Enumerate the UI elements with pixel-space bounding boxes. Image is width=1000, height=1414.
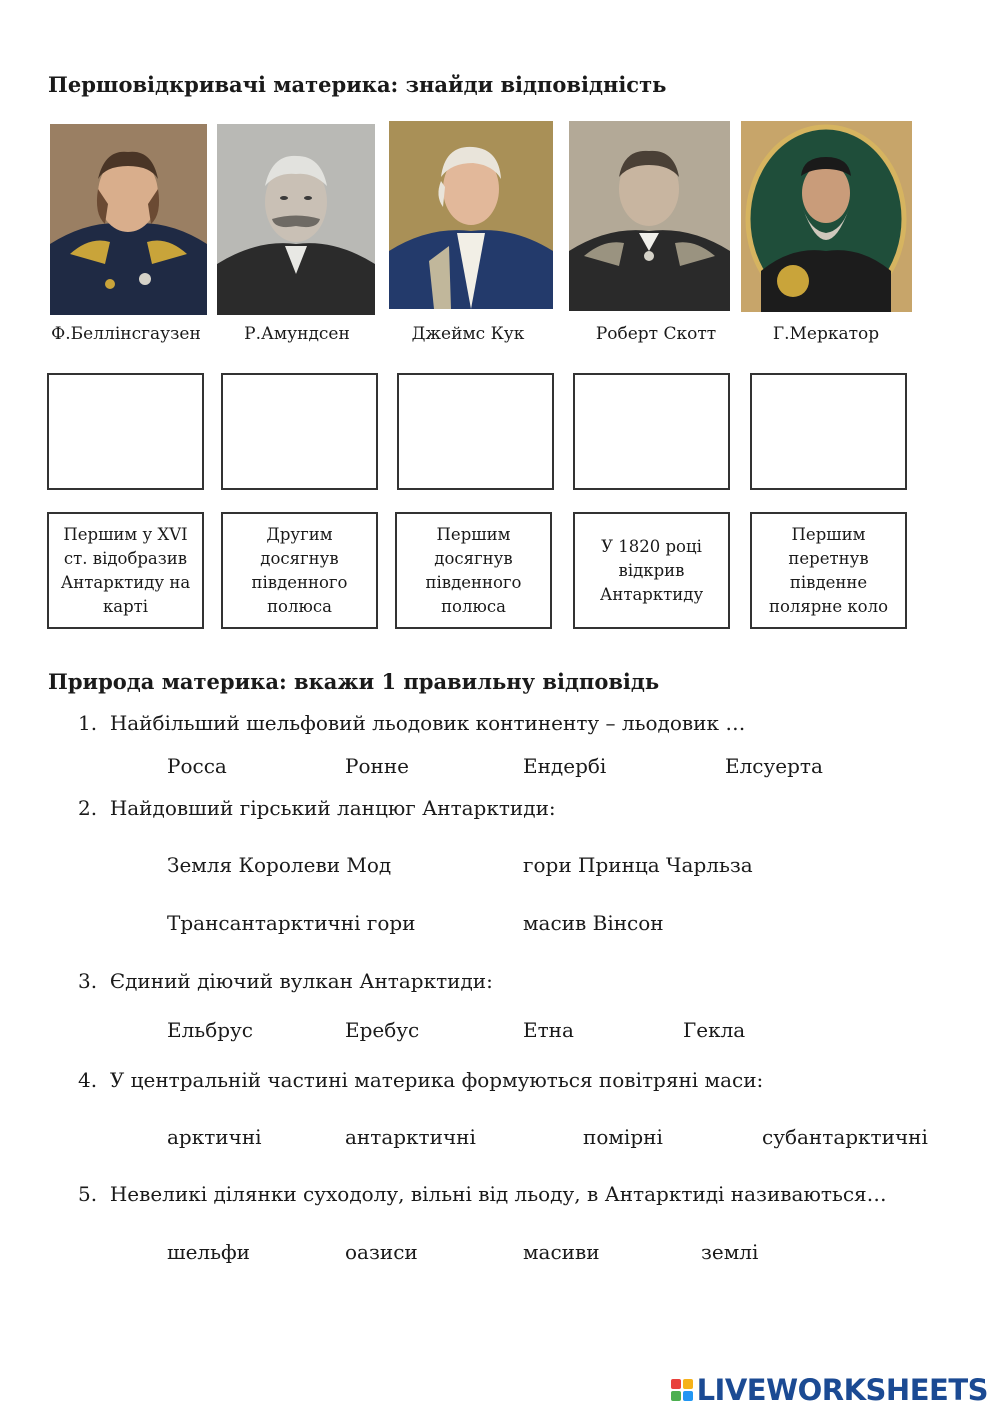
question-text: Найбільший шельфовий льодовик континенту – льодовик … xyxy=(109,711,746,735)
amundsen-portrait xyxy=(217,124,375,315)
question-5 xyxy=(78,1182,887,1206)
question-2 xyxy=(78,796,556,820)
q2-option-prince-charles-mountains[interactable]: гори Принца Чарльза xyxy=(523,853,753,877)
explorer-name-scott: Роберт Скотт xyxy=(595,324,717,344)
question-number: 1. xyxy=(78,711,98,735)
q3-option-hekla[interactable]: Гекла xyxy=(683,1018,746,1042)
explorer-name-amundsen: Р.Амундсен xyxy=(244,324,350,344)
q5-option-lands[interactable]: землі xyxy=(701,1240,759,1264)
explorer-name-mercator: Г.Меркатор xyxy=(772,324,880,344)
drop-box-amundsen[interactable] xyxy=(221,373,378,490)
q4-option-arctic[interactable]: арктичні xyxy=(167,1125,262,1149)
q4-option-temperate[interactable]: помірні xyxy=(583,1125,663,1149)
answer-card-text: Другим досягнув південного полюса xyxy=(251,524,348,616)
q1-option-enderby[interactable]: Ендербі xyxy=(523,754,607,778)
answer-card-text: Першим досягнув південного полюса xyxy=(425,524,522,616)
answer-card-text: У 1820 році відкрив Антарктиду xyxy=(599,536,704,604)
drop-box-cook[interactable] xyxy=(397,373,554,490)
q5-option-oases[interactable]: оазиси xyxy=(345,1240,418,1264)
q2-option-queen-maud-land[interactable]: Земля Королеви Мод xyxy=(167,853,392,877)
answer-card[interactable] xyxy=(395,512,552,629)
mercator-portrait xyxy=(741,121,912,312)
scott-portrait xyxy=(569,121,730,311)
answer-card[interactable] xyxy=(47,512,204,629)
question-number: 5. xyxy=(78,1182,98,1206)
liveworksheets-logo-text: LIVEWORKSHEETS xyxy=(696,1372,988,1407)
q1-option-ellsworth[interactable]: Елсуерта xyxy=(725,754,823,778)
question-text: Найдовший гірський ланцюг Антарктиди: xyxy=(109,796,556,820)
q1-option-ross[interactable]: Росса xyxy=(167,754,227,778)
section2-title: Природа материка: вкажи 1 правильну відповідь xyxy=(48,669,660,694)
q5-option-shelves[interactable]: шельфи xyxy=(167,1240,251,1264)
answer-card[interactable] xyxy=(750,512,907,629)
answer-card[interactable] xyxy=(221,512,378,629)
answer-card-text: Першим перетнув південне полярне коло xyxy=(768,524,889,616)
question-4 xyxy=(78,1068,763,1092)
explorer-name-cook: Джеймс Кук xyxy=(411,324,525,344)
q4-option-antarctic[interactable]: антарктичні xyxy=(345,1125,476,1149)
question-text: Єдиний діючий вулкан Антарктиди: xyxy=(109,969,493,993)
section1-title: Першовідкривачі материка: знайди відповідність xyxy=(48,72,667,97)
bellingshausen-portrait xyxy=(50,124,207,315)
question-text: У центральній частині материка формуються повітряні маси: xyxy=(109,1068,764,1092)
cook-portrait xyxy=(389,121,553,309)
liveworksheets-logo-icon xyxy=(670,1378,694,1402)
question-number: 2. xyxy=(78,796,98,820)
q2-option-transantarctic-mountains[interactable]: Трансантарктичні гори xyxy=(167,911,416,935)
drop-box-scott[interactable] xyxy=(573,373,730,490)
explorer-name-bellingshausen: Ф.Беллінсгаузен xyxy=(51,324,201,344)
answer-card[interactable] xyxy=(573,512,730,629)
q3-option-erebus[interactable]: Еребус xyxy=(345,1018,420,1042)
question-3 xyxy=(78,969,493,993)
q1-option-ronne[interactable]: Ронне xyxy=(345,754,409,778)
question-text: Невеликі ділянки суходолу, вільні від льоду, в Антарктиді називаються… xyxy=(109,1182,887,1206)
q2-option-vinson-massif[interactable]: масив Вінсон xyxy=(523,911,664,935)
q3-option-elbrus[interactable]: Ельбрус xyxy=(167,1018,254,1042)
liveworksheets-logo[interactable] xyxy=(670,1372,988,1408)
drop-box-bellingshausen[interactable] xyxy=(47,373,204,490)
question-1 xyxy=(78,711,745,735)
q4-option-subantarctic[interactable]: субантарктичні xyxy=(762,1125,928,1149)
question-number: 4. xyxy=(78,1068,98,1092)
q3-option-etna[interactable]: Етна xyxy=(523,1018,574,1042)
drop-box-mercator[interactable] xyxy=(750,373,907,490)
q5-option-massifs[interactable]: масиви xyxy=(523,1240,600,1264)
question-number: 3. xyxy=(78,969,98,993)
answer-card-text: Першим у XVI ст. відобразив Антарктиду на карті xyxy=(60,524,191,616)
